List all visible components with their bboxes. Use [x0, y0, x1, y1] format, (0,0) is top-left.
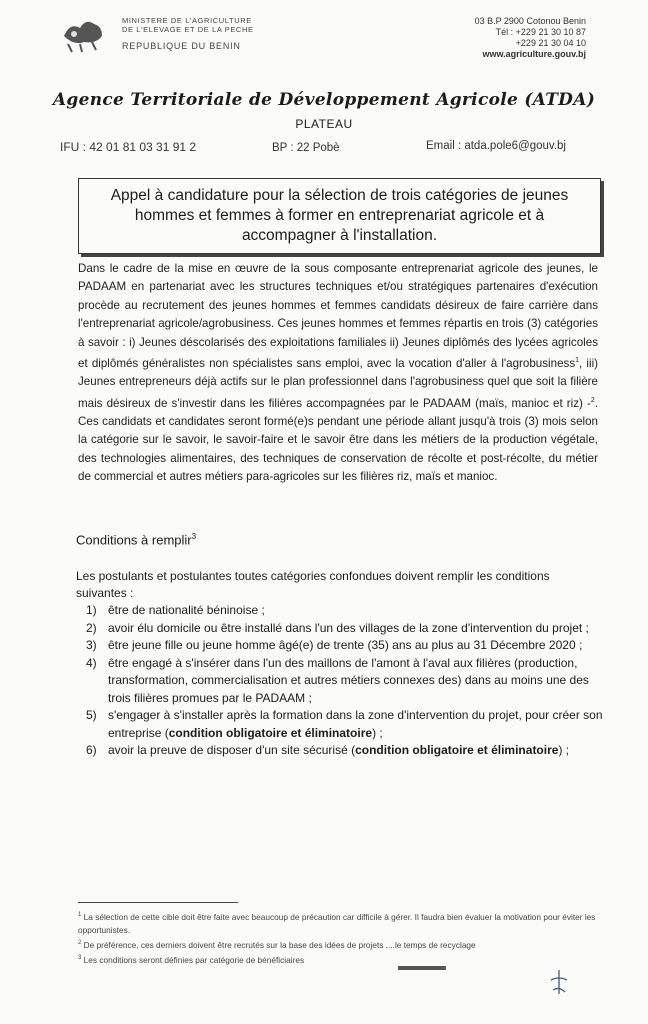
condition-text: s'engager à s'installer après la formation dans la zone d'intervention du projet, pour créer son entreprise (	[108, 708, 603, 740]
condition-item	[86, 637, 606, 655]
address-block	[475, 16, 586, 60]
condition-number: 6)	[86, 743, 97, 757]
stamp-mark	[398, 966, 446, 970]
email-address[interactable]: Email : atda.pole6@gouv.bj	[426, 140, 566, 152]
condition-text: avoir la preuve de disposer d'un site sécurisé (	[108, 743, 356, 757]
condition-item	[86, 602, 606, 620]
postal-box: BP : 22 Pobè	[272, 142, 340, 154]
footnote-text: Les conditions seront définies par catégorie de bénéficiaires	[83, 954, 305, 965]
ministry-line1: MINISTERE DE L'AGRICULTURE	[122, 16, 252, 25]
phone-line1: Tél : +229 21 30 10 87	[495, 27, 586, 37]
footnote-marker: 3	[78, 954, 82, 961]
footnotes	[78, 909, 608, 966]
condition-text: être jeune fille ou jeune homme âgé(e) de trente (35) ans au plus au 31 Décembre 2020 ;	[108, 638, 583, 652]
footnote-marker: 2	[78, 939, 82, 946]
paragraph-part3: . Ces candidats et candidates seront formé(e)s pendant une période allant jusqu'à trois (3) mois selon la catégorie sur le savoir, le savoir-faire et le savoir être dans les métiers de la production végétale, des technologies alimentaires, des techniques de conservation de récolte et post-récolte, du métier de commercial et autres métiers para-agricoles sur les filières riz, maïs et manioc.	[78, 396, 598, 484]
call-title-box	[78, 178, 601, 254]
condition-emphasis: condition obligatoire et éliminatoire	[168, 725, 373, 740]
republic-label: REPUBLIQUE DU BENIN	[122, 41, 241, 51]
condition-item	[86, 655, 606, 708]
footnote-marker: 1	[78, 912, 82, 918]
conditions-intro: Les postulants et postulantes toutes catégories confondues doivent remplir les conditions suivantes :	[76, 569, 550, 600]
footnote-2	[78, 937, 608, 952]
condition-number: 3)	[86, 638, 97, 652]
condition-number: 2)	[86, 620, 97, 635]
phone-line2: +229 21 30 04 10	[515, 38, 586, 48]
conditions-list	[86, 602, 606, 760]
ministry-block	[122, 16, 254, 51]
footnote-text: La sélection de cette cible doit être faite avec beaucoup de précaution car difficile à gérer. Il faudra bien évaluer la motivation pour éviter les opportunistes.	[78, 911, 596, 935]
condition-tail: ) ;	[558, 743, 570, 757]
condition-item	[86, 742, 606, 760]
call-title: Appel à candidature pour la sélection de trois catégories de jeunes hommes et femmes à former en entreprenariat agricole et à accompagner à l'installation.	[110, 187, 569, 244]
footnote-text: De préférence, ces derniers doivent être recrutés sur la base des idées de projets ....le temps de recyclage	[83, 939, 476, 950]
footnote-ref-2: 2	[590, 396, 595, 404]
condition-item	[86, 707, 606, 742]
condition-text: être de nationalité béninoise ;	[108, 603, 265, 617]
ministry-line2: DE L'ELEVAGE ET DE LA PECHE	[122, 25, 254, 34]
condition-item	[86, 620, 606, 638]
condition-emphasis: condition obligatoire et éliminatoire	[355, 743, 559, 757]
condition-tail: ) ;	[372, 725, 383, 740]
footnote-3	[78, 952, 608, 967]
footnote-ref-1: 1	[575, 357, 580, 365]
signature-mark	[548, 968, 570, 996]
conditions-heading	[76, 532, 196, 547]
ifu-number: IFU : 42 01 81 03 31 91 2	[60, 140, 197, 154]
condition-text: avoir élu domicile ou être installé dans l'un des villages de la zone d'intervention du projet ;	[108, 620, 589, 635]
address-line1: 03 B.P 2900 Cotonou Benin	[474, 16, 586, 26]
agency-name: Agence Territoriale de Développement Agricole (ATDA)	[52, 90, 596, 110]
condition-number: 1)	[86, 603, 97, 617]
intro-paragraph	[78, 260, 598, 487]
condition-number: 5)	[86, 708, 97, 722]
footnote-separator	[78, 902, 238, 903]
website-link[interactable]: www.agriculture.gouv.bj	[482, 49, 586, 59]
footnote-1	[78, 909, 608, 937]
condition-number: 4)	[86, 655, 97, 670]
ministry-logo	[60, 14, 106, 54]
paragraph-part1: Dans le cadre de la mise en œuvre de la sous composante entreprenariat agricole des jeunes, le PADAAM en partenariat avec les structures techniques et/ou stratégiques partenaires d'exécution procède au recrutement des jeunes hommes et femmes candidats désireux de faire carrière dans l'entreprenariat agricole/agrobusiness. Ces jeunes hommes et femmes répartis en trois (3) catégories à savoir : i) Jeunes déscolarisés des exploitations familiales ii) Jeunes diplômés des lycées agricoles et diplômés généralistes non spécialistes sans emploi, avec la vocation d'aller à l'agrobusiness	[78, 262, 598, 370]
conditions-heading-text: Conditions à remplir	[76, 532, 192, 548]
condition-text: être engagé à s'insérer dans l'un des maillons de l'amont à l'aval aux filières (production, transformation, commercialisation et autres métiers connexes des) dans au moins une des trois filières promues par le PADAAM ;	[108, 655, 589, 705]
paragraph-part2: , iii) Jeunes entrepreneurs déjà actifs sur le plan professionnel dans l'agrobusiness quel que soit la filière mais désireux de s'investir dans les filières accompagnées par le PADAAM (maïs, manioc et riz) -	[78, 356, 599, 410]
agency-region: PLATEAU	[295, 117, 353, 131]
footnote-ref-3: 3	[191, 532, 197, 541]
